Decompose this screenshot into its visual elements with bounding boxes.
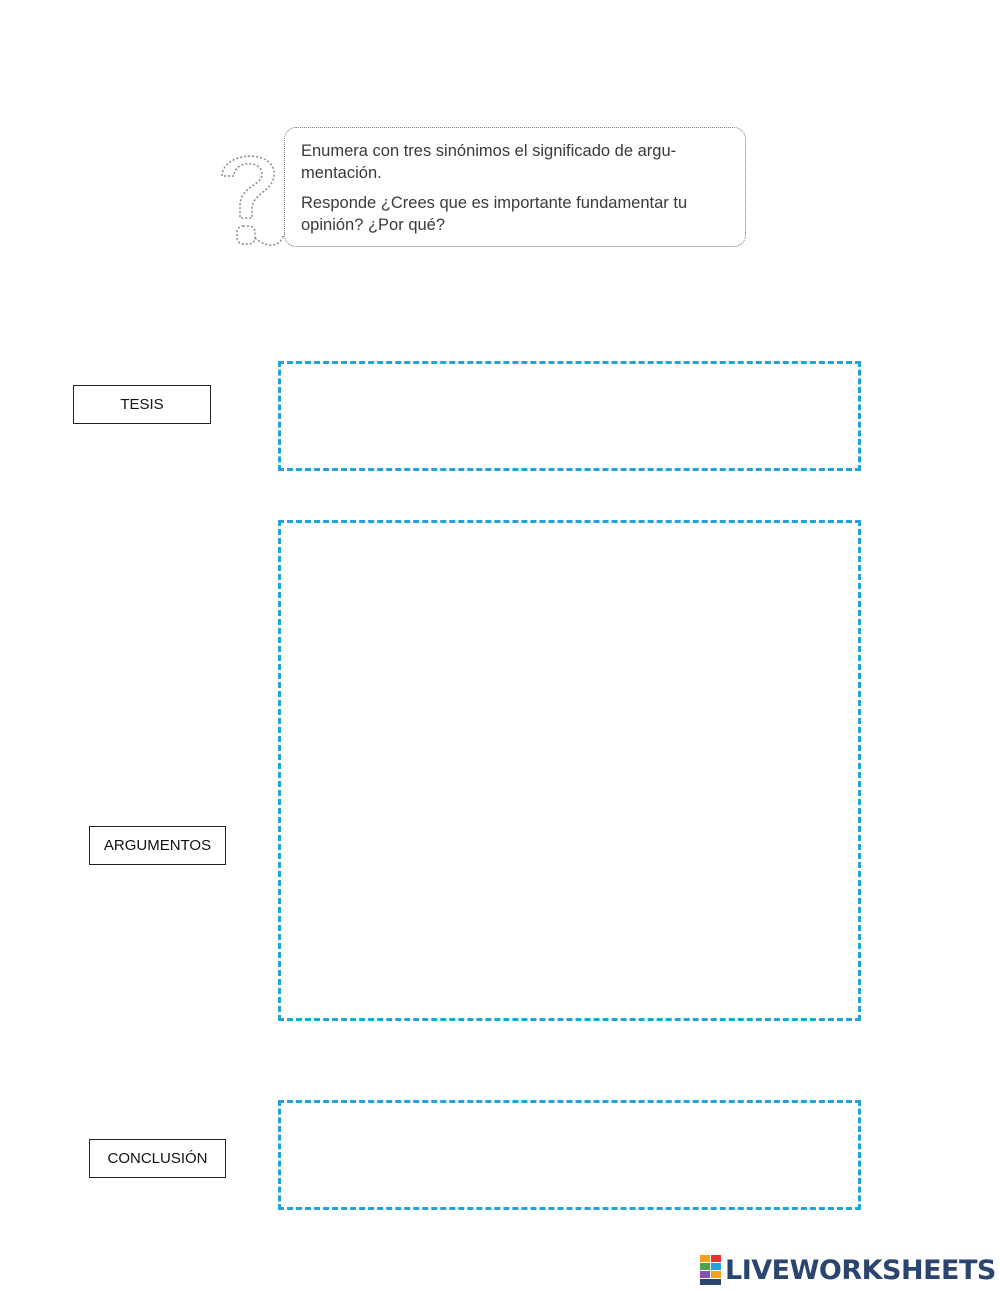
argumentos-label: ARGUMENTOS <box>89 826 226 865</box>
question-text-2: Responde ¿Crees que es importante fundamentar tu opinión? ¿Por qué? <box>301 194 688 234</box>
argumentos-answer-box[interactable] <box>278 520 861 1021</box>
question-card <box>212 124 752 256</box>
question-bubble <box>284 127 746 247</box>
liveworksheets-brand <box>700 1252 996 1288</box>
tesis-label: TESIS <box>73 385 211 424</box>
conclusion-label: CONCLUSIÓN <box>89 1139 226 1178</box>
tesis-answer-box[interactable] <box>278 361 861 471</box>
conclusion-answer-box[interactable] <box>278 1100 861 1210</box>
liveworksheets-logo-icon <box>700 1255 722 1285</box>
question-mark-icon <box>212 138 284 248</box>
question-text-1: Enumera con tres sinónimos el significado de argu-mentación. <box>301 142 677 182</box>
brand-text: LIVEWORKSHEETS <box>725 1254 996 1286</box>
